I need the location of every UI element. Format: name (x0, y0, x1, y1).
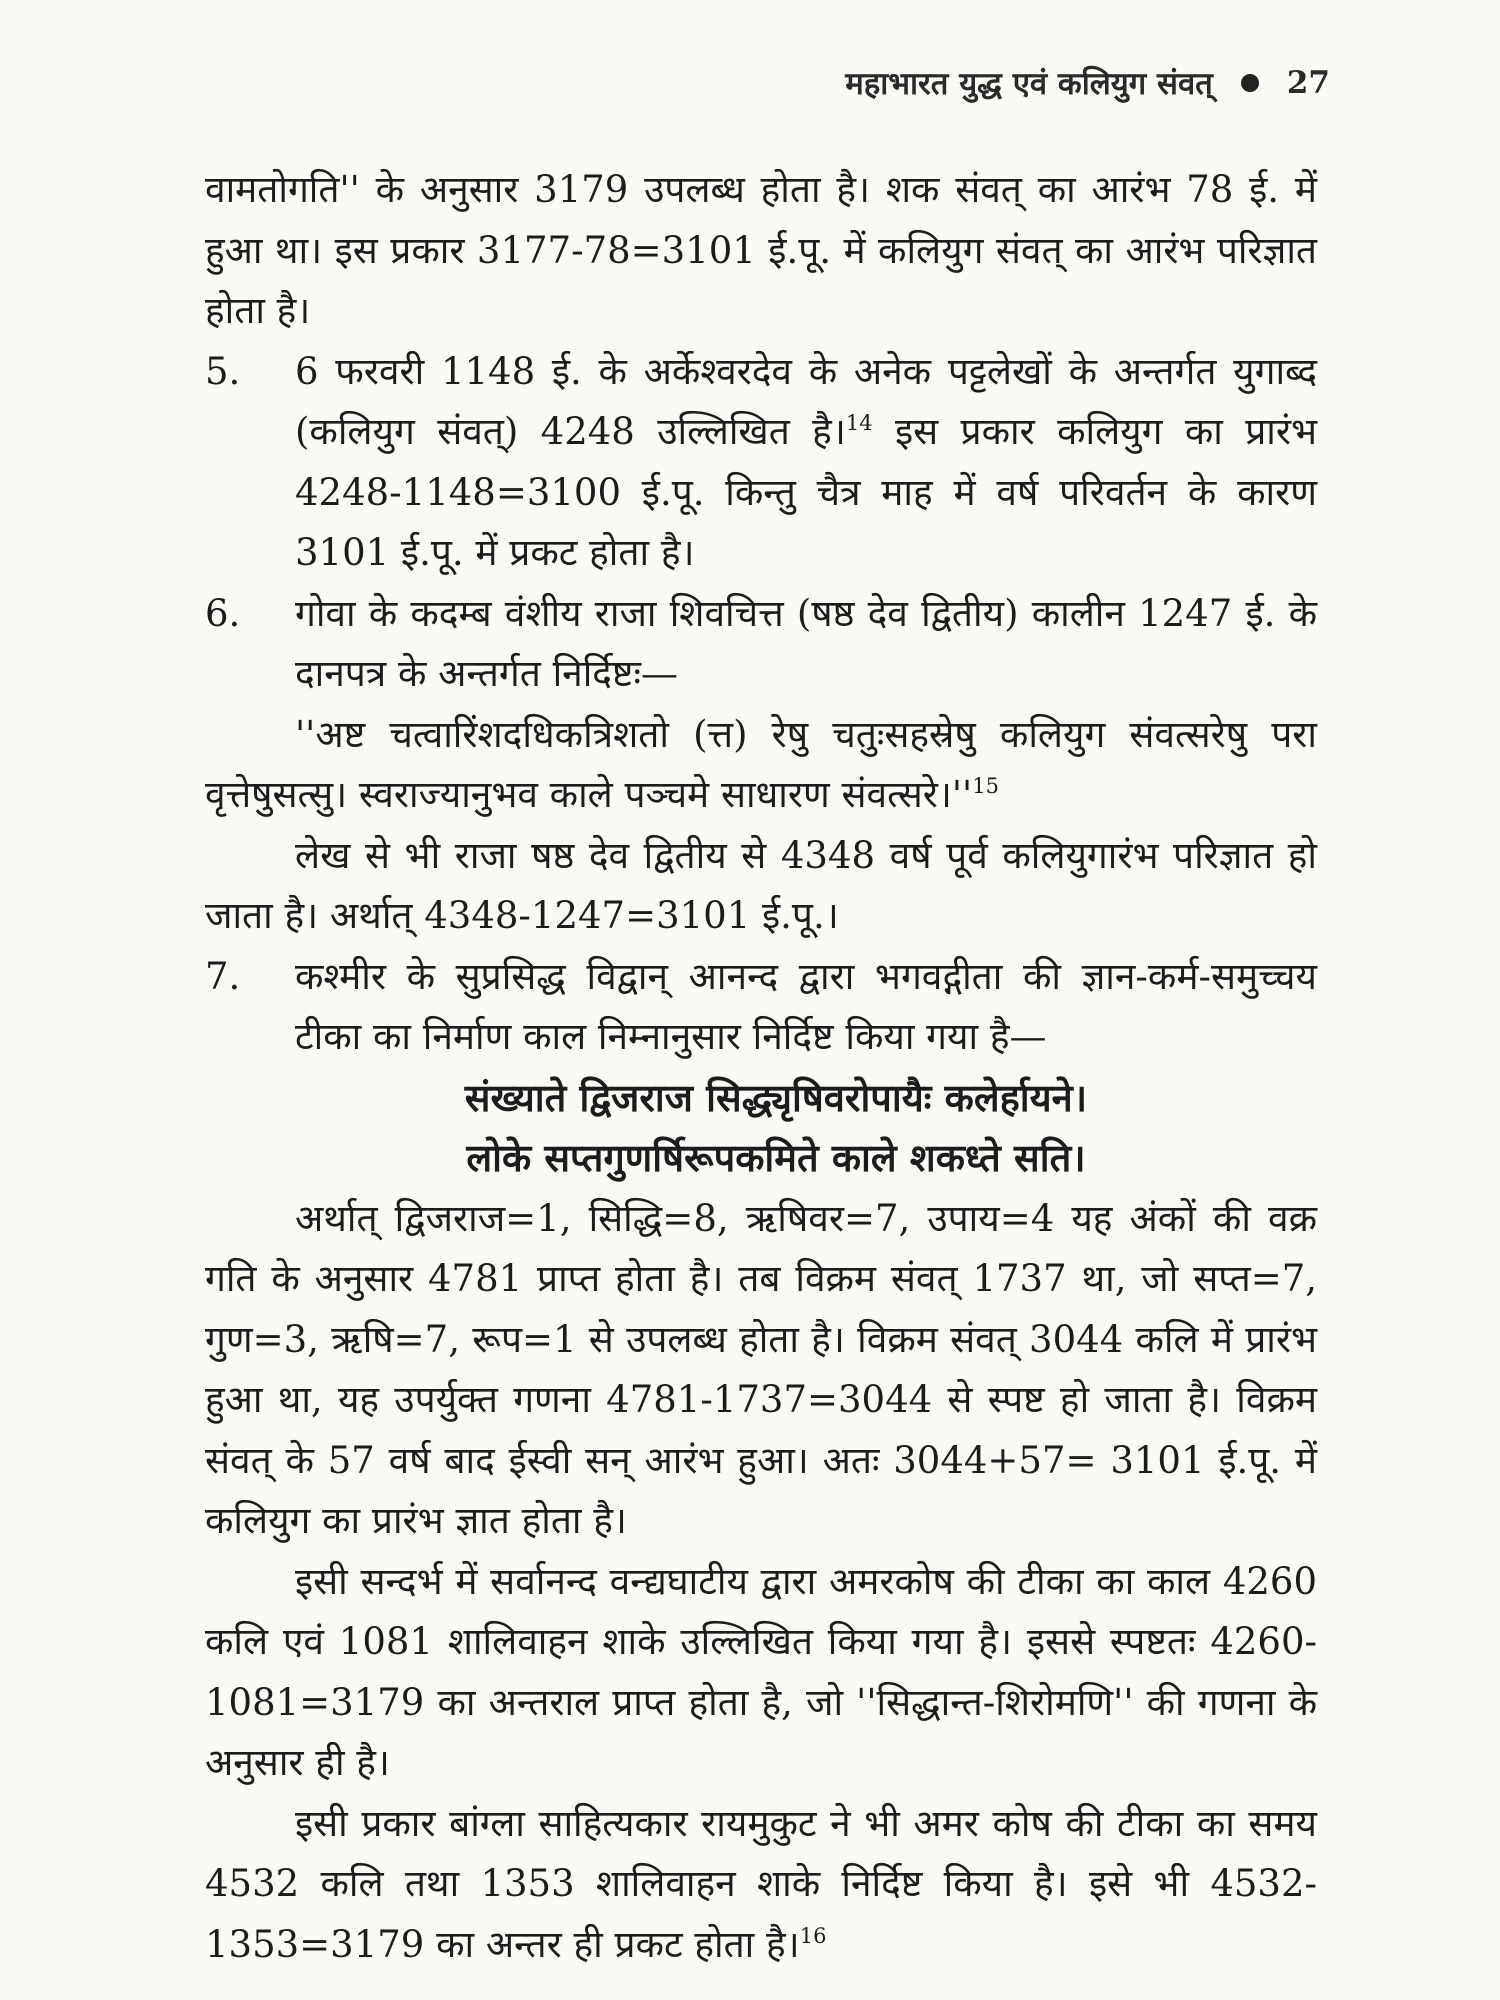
list-item-text (295, 342, 1317, 584)
bullet-separator-icon (1241, 74, 1259, 92)
paragraph-raymukut (205, 1794, 1317, 1976)
paragraph-arthat: अर्थात् द्विजराज=1, सिद्धि=8, ऋषिवर=7, उपाय=4 यह अंकों की वक्र गति के अनुसार 4781 प्राप्त होता है। तब विक्रम संवत् 1737 था, जो सप्त=7, गुण=3, ऋषि=7, रूप=1 से उपलब्ध होता है। विक्रम संवत् 3044 कलि में प्रारंभ हुआ था, यह उपर्युक्त गणना 4781-1737=3044 से स्पष्ट हो जाता है। विक्रम संवत् के 57 वर्ष बाद ईस्वी सन् आरंभ हुआ। अतः 3044+57= 3101 ई.पू. में कलियुग का प्रारंभ ज्ञात होता है। (205, 1196, 1317, 1542)
list-item-number: 7. (205, 954, 241, 998)
footnote-ref-15: 15 (972, 774, 999, 798)
footnote-ref-16: 16 (799, 1923, 827, 1948)
list-item-7 (205, 947, 1317, 1068)
verse-line-1: संख्याते द्विजराज सिद्ध्यृषिवरोपायैः कलेर्हायने। (464, 1074, 1088, 1120)
list-item-text: कश्मीर के सुप्रसिद्ध विद्वान् आनन्द द्वारा भगवद्गीता की ज्ञान-कर्म-समुच्चय टीका का निर्माण काल निम्नानुसार निर्दिष्ट किया गया है— (295, 954, 1317, 1058)
list-item-text-part: इस प्रकार कलियुग का प्रारंभ 4248-1148=3100 ई.पू. किन्तु चैत्र माह में वर्ष परिवर्तन के कारण 3101 ई.पू. में प्रकट होता है। (295, 410, 1317, 574)
verse-line-2: लोके सप्तगुणर्षिरूपकमिते काले शकध्ते सति। (466, 1135, 1086, 1180)
sanskrit-quote-text: ''अष्ट चत्वारिंशदधिकत्रिशतो (त्त) रेषु चतुःसहस्रेषु कलियुग संवत्सरेषु परा वृत्तेषुसत्सु। स्वराज्यानुभव काले पञ्चमे साधारण संवत्सरे।'' (205, 712, 1317, 816)
paragraph-lekh: लेख से भी राजा षष्ठ देव द्वितीय से 4348 वर्ष पूर्व कलियुगारंभ परिज्ञात हो जाता है। अर्थात् 4348-1247=3101 ई.पू.। (205, 833, 1317, 937)
footnote-ref-14: 14 (845, 411, 873, 435)
sanskrit-quote (205, 705, 1317, 826)
list-item-5 (205, 342, 1317, 584)
list-item-text: गोवा के कदम्ब वंशीय राजा शिवचित्त (षष्ठ देव द्वितीय) कालीन 1247 ई. के दानपत्र के अन्तर्गत निर्दिष्टः— (295, 591, 1317, 695)
list-item-6 (205, 584, 1317, 705)
paragraph-raymukut-text: इसी प्रकार बांग्ला साहित्यकार रायमुकुट ने भी अमर कोष की टीका का समय 4532 कलि तथा 1353 शालिवाहन शाके निर्दिष्ट किया है। इसे भी 4532-1353=3179 का अन्तर ही प्रकट होता है। (205, 1801, 1317, 1966)
page-number: 27 (1286, 65, 1330, 101)
list-item-number: 6. (205, 591, 241, 635)
paragraph-continuation: वामतोगति'' के अनुसार 3179 उपलब्ध होता है। शक संवत् का आरंभ 78 ई. में हुआ था। इस प्रकार 3177-78=3101 ई.पू. में कलियुग संवत् का आरंभ परिज्ञात होता है। (205, 168, 1317, 332)
running-header (845, 62, 1330, 104)
page-body (205, 160, 1317, 1975)
list-item-number: 5. (205, 349, 241, 393)
running-header-title: महाभारत युद्ध एवं कलियुग संवत् (845, 66, 1213, 102)
list-item-text-part: 6 फरवरी 1148 ई. के अर्केश्वरदेव के अनेक पट्टलेखों के अन्तर्गत युगाब्द (कलियुग संवत्) 4248 उल्लिखित है। (295, 349, 1317, 453)
paragraph-sarvananda: इसी सन्दर्भ में सर्वानन्द वन्द्यघाटीय द्वारा अमरकोष की टीका का काल 4260 कलि एवं 1081 शालिवाहन शाके उल्लिखित किया गया है। इससे स्पष्टतः 4260-1081=3179 का अन्तराल प्राप्त होता है, जो ''सिद्धान्त-शिरोमणि'' की गणना के अनुसार ही है। (205, 1559, 1317, 1784)
